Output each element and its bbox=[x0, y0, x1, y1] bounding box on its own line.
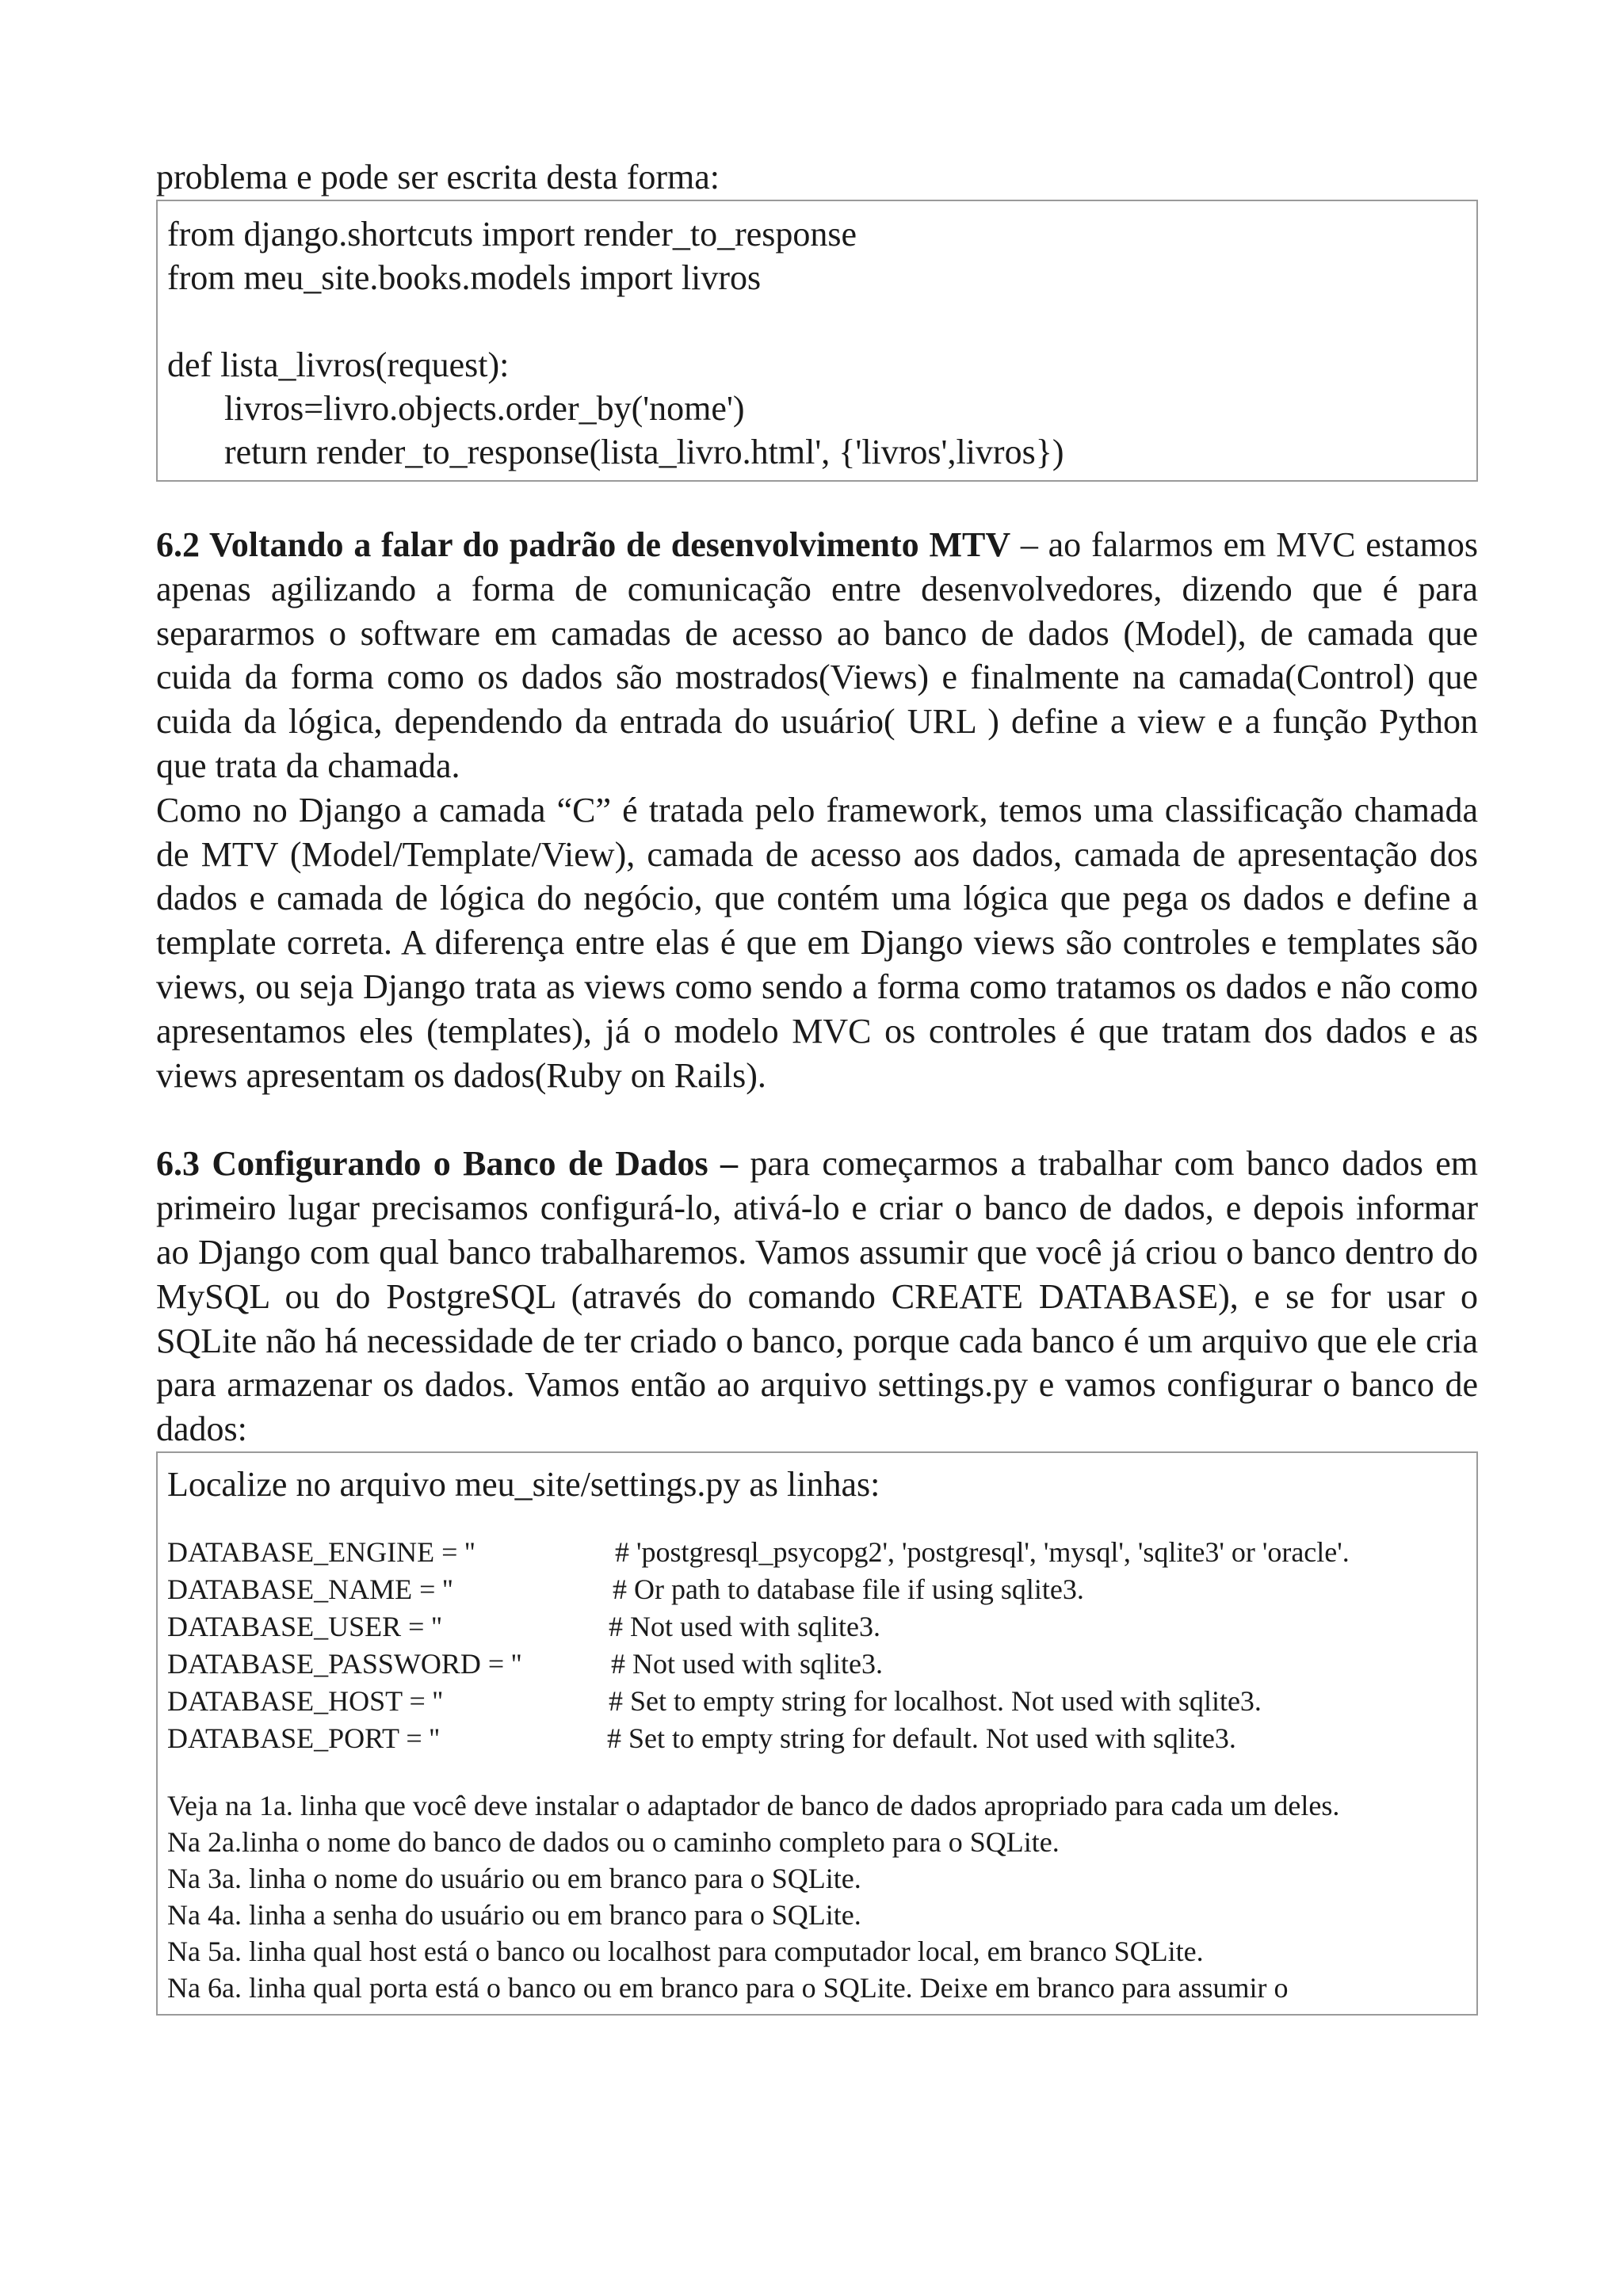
setting-row bbox=[167, 1608, 1467, 1646]
code-block bbox=[156, 200, 1478, 482]
setting-key: DATABASE_PASSWORD = '' bbox=[167, 1647, 522, 1680]
setting-row bbox=[167, 1534, 1467, 1571]
document-page bbox=[156, 155, 1478, 2016]
setting-key: DATABASE_HOST = '' bbox=[167, 1684, 443, 1717]
section-6-2-text: – ao falarmos em MVC estamos apenas agilizando a forma de comunicação entre desenvolvedores, dizendo que é para separarmos o software em camadas de acesso ao banco de dados (Model), de camada que cuida da forma como os dados são mostrados(Views) e finalmente na camada(Control) que cuida da lógica, dependendo da entrada do usuário( URL ) define a view e a função Python que trata da chamada. bbox=[156, 525, 1478, 785]
section-6-2-paragraph-1 bbox=[156, 523, 1478, 788]
settings-intro: Localize no arquivo meu_site/settings.py as linhas: bbox=[167, 1464, 880, 1504]
section-6-3-heading: 6.3 Configurando o Banco de Dados – bbox=[156, 1144, 738, 1184]
setting-comment: # 'postgresql_psycopg2', 'postgresql', 'mysql', 'sqlite3' or 'oracle'. bbox=[615, 1535, 1350, 1568]
settings-note: Na 3a. linha o nome do usuário ou em branco para o SQLite. bbox=[167, 1862, 861, 1894]
setting-row bbox=[167, 1683, 1467, 1720]
section-6-3 bbox=[156, 1142, 1478, 1451]
section-6-2-paragraph-2: Como no Django a camada “C” é tratada pelo framework, temos uma classificação chamada de MTV (Model/Template/View), camada de acesso aos dados, camada de apresentação dos dados e camada de lógica do negócio, que contém uma lógica que pega os dados e define a template correta. A diferença entre elas é que em Django views são controles e templates são views, ou seja Django trata as views como sendo a forma como tratamos os dados e não como apresentamos eles (templates), já o modelo MVC os controles é que tratam dos dados e as views apresentam os dados(Ruby on Rails). bbox=[156, 790, 1478, 1095]
setting-key: DATABASE_NAME = '' bbox=[167, 1573, 453, 1605]
code-line: livros=livro.objects.order_by('nome') bbox=[224, 389, 745, 428]
setting-comment: # Set to empty string for default. Not used with sqlite3. bbox=[607, 1722, 1236, 1754]
intro-text: problema e pode ser escrita desta forma: bbox=[156, 158, 720, 196]
setting-comment: # Or path to database file if using sqlite3. bbox=[613, 1573, 1084, 1605]
setting-key: DATABASE_USER = '' bbox=[167, 1610, 442, 1642]
section-6-3-paragraph bbox=[156, 1142, 1478, 1451]
code-line-blank bbox=[167, 299, 1467, 343]
setting-key: DATABASE_PORT = '' bbox=[167, 1722, 440, 1754]
setting-row bbox=[167, 1720, 1467, 1757]
code-line: from django.shortcuts import render_to_response bbox=[167, 215, 857, 254]
setting-comment: # Not used with sqlite3. bbox=[611, 1647, 883, 1680]
settings-box bbox=[156, 1451, 1478, 2016]
settings-notes bbox=[167, 1787, 1467, 2006]
settings-note: Na 5a. linha qual host está o banco ou localhost para computador local, em branco SQLite. bbox=[167, 1935, 1204, 1967]
settings-note: Na 4a. linha a senha do usuário ou em branco para o SQLite. bbox=[167, 1898, 861, 1931]
setting-row bbox=[167, 1646, 1467, 1683]
section-6-2 bbox=[156, 523, 1478, 1097]
section-6-3-text: para começarmos a trabalhar com banco dados em primeiro lugar precisamos configurá-lo, ativá-lo e criar o banco de dados, e depois informar ao Django com qual banco trabalharemos. Vamos assumir que você já criou o banco dentro do MySQL ou do PostgreSQL (através do comando CREATE DATABASE), e se for usar o SQLite não há necessidade de ter criado o banco, porque cada banco é um arquivo que ele cria para armazenar os dados. Vamos então ao arquivo settings.py e vamos configurar o banco de dados: bbox=[156, 1144, 1478, 1449]
code-line: return render_to_response(lista_livro.html', {'livros',livros}) bbox=[224, 433, 1064, 471]
setting-row bbox=[167, 1571, 1467, 1608]
code-line: from meu_site.books.models import livros bbox=[167, 258, 762, 297]
settings-list bbox=[167, 1534, 1467, 1757]
setting-key: DATABASE_ENGINE = '' bbox=[167, 1535, 475, 1568]
settings-note: Na 6a. linha qual porta está o banco ou em branco para o SQLite. Deixe em branco para assumir o bbox=[167, 1971, 1289, 2004]
section-6-2-heading: 6.2 Voltando a falar do padrão de desenvolvimento MTV bbox=[156, 525, 1011, 564]
setting-comment: # Set to empty string for localhost. Not used with sqlite3. bbox=[609, 1684, 1262, 1717]
settings-note: Veja na 1a. linha que você deve instalar o adaptador de banco de dados apropriado para cada um deles. bbox=[167, 1789, 1340, 1821]
setting-comment: # Not used with sqlite3. bbox=[609, 1610, 880, 1642]
code-line: def lista_livros(request): bbox=[167, 345, 510, 384]
settings-note: Na 2a.linha o nome do banco de dados ou o caminho completo para o SQLite. bbox=[167, 1825, 1060, 1858]
